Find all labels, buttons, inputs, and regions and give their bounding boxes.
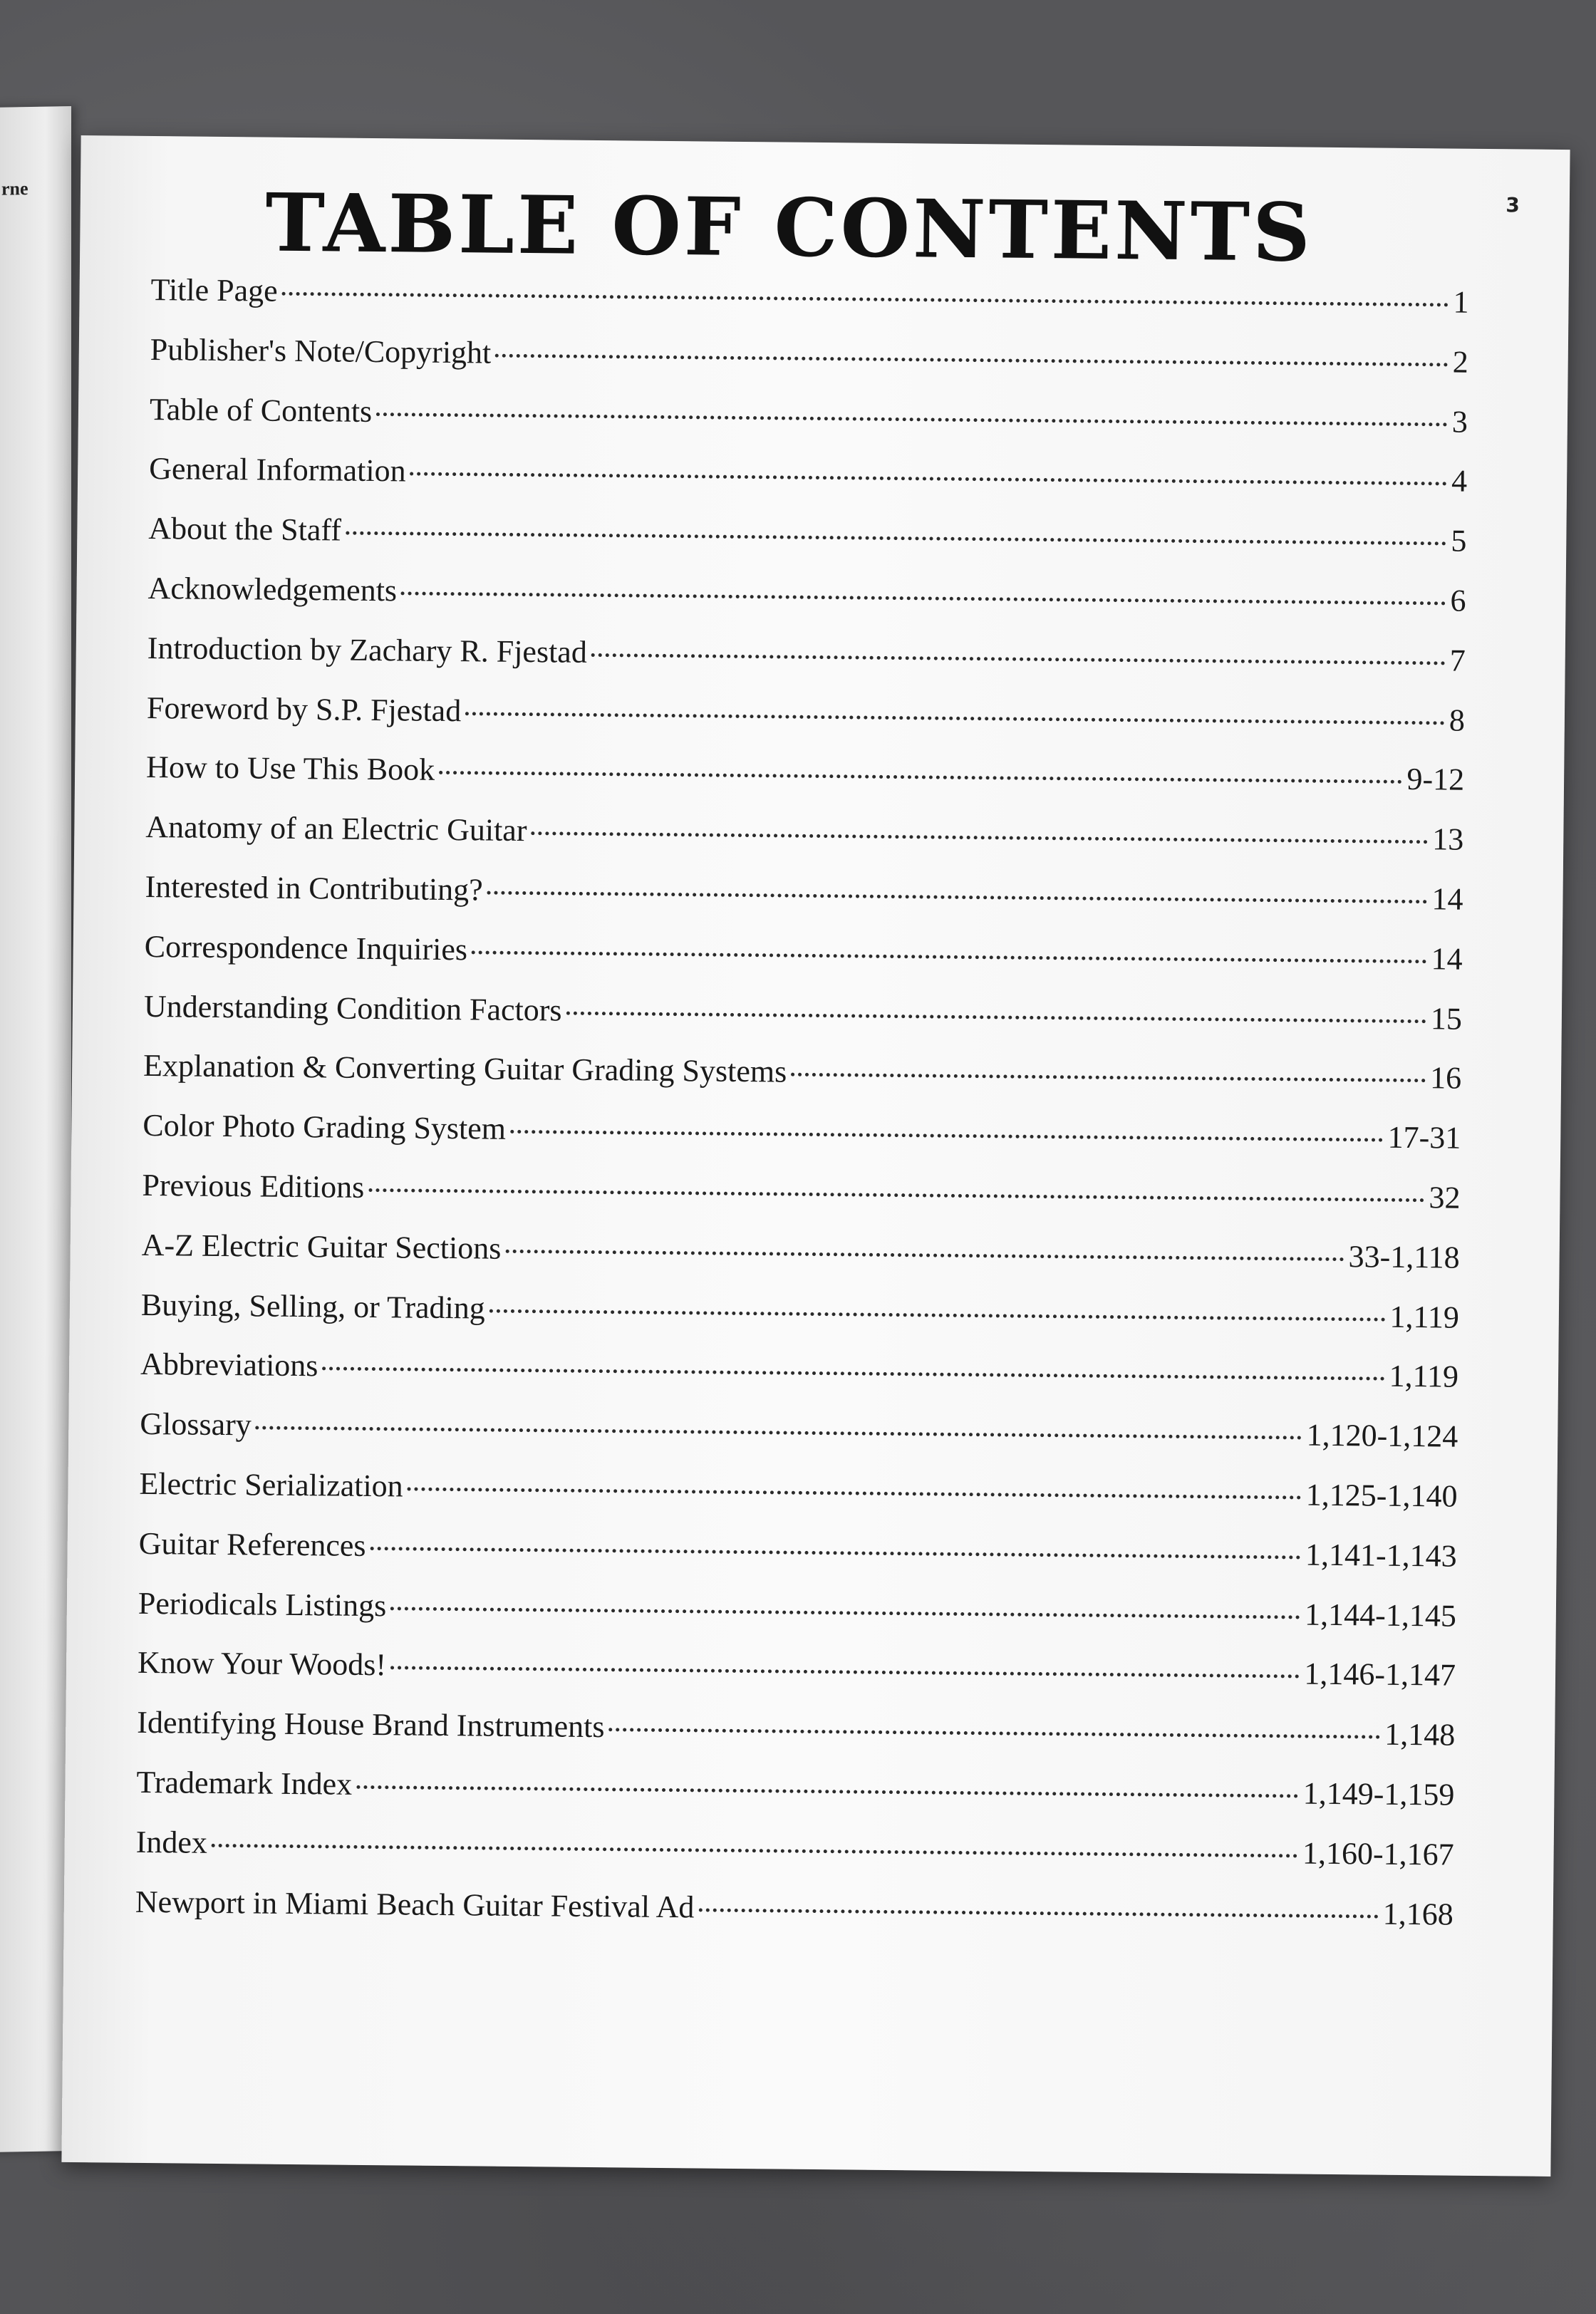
toc-entry-label: Periodicals Listings bbox=[138, 1585, 387, 1623]
toc-entry-label: Anatomy of an Electric Guitar bbox=[145, 809, 527, 849]
page-number: 3 bbox=[1506, 193, 1520, 217]
toc-entry-page-number: 1,146-1,147 bbox=[1304, 1656, 1456, 1693]
toc-entry-page-number: 33-1,118 bbox=[1348, 1238, 1460, 1275]
dot-leader bbox=[505, 1250, 1344, 1261]
dot-leader bbox=[472, 950, 1427, 963]
dot-leader bbox=[408, 1487, 1302, 1499]
dot-leader bbox=[376, 413, 1448, 426]
toc-entry-page-number: 1,168 bbox=[1382, 1896, 1454, 1932]
dot-leader bbox=[390, 1607, 1300, 1619]
toc-entry-page-number: 5 bbox=[1451, 523, 1467, 559]
dot-leader bbox=[510, 1130, 1384, 1142]
toc-entry-label: Understanding Condition Factors bbox=[143, 988, 562, 1028]
toc-entry-label: About the Staff bbox=[148, 511, 342, 548]
toc-entry-label: Previous Editions bbox=[142, 1167, 365, 1205]
toc-entry-label: Color Photo Grading System bbox=[142, 1108, 507, 1146]
toc-entry-label: A-Z Electric Guitar Sections bbox=[141, 1227, 502, 1266]
toc-entry-label: Glossary bbox=[140, 1406, 252, 1443]
toc-entry-page-number: 4 bbox=[1451, 463, 1468, 499]
toc-entry-label: General Information bbox=[148, 451, 406, 489]
book-page bbox=[61, 135, 1570, 2176]
toc-entry-label: Electric Serialization bbox=[139, 1465, 403, 1504]
dot-leader bbox=[282, 292, 1449, 307]
dot-leader bbox=[487, 891, 1428, 904]
toc-entry-page-number: 1,144-1,145 bbox=[1304, 1597, 1457, 1634]
dot-leader bbox=[370, 1547, 1301, 1560]
toc-entry-label: Interested in Contributing? bbox=[145, 868, 483, 908]
toc-entry-page-number: 1 bbox=[1453, 284, 1469, 320]
dot-leader bbox=[791, 1073, 1426, 1083]
toc-entry-page-number: 17-31 bbox=[1387, 1119, 1461, 1156]
toc-entry-label: Title Page bbox=[150, 271, 278, 308]
dot-leader bbox=[591, 653, 1446, 665]
toc-entry-page-number: 3 bbox=[1451, 404, 1468, 440]
dot-leader bbox=[322, 1367, 1384, 1381]
dot-leader bbox=[410, 472, 1448, 486]
dot-leader bbox=[608, 1728, 1380, 1738]
toc-entry-page-number: 32 bbox=[1429, 1180, 1461, 1215]
dot-leader bbox=[401, 591, 1446, 605]
toc-entry-page-number: 1,119 bbox=[1389, 1299, 1460, 1335]
toc-entry-label: Trademark Index bbox=[136, 1764, 353, 1802]
toc-entry-page-number: 16 bbox=[1429, 1060, 1462, 1096]
toc-entry-page-number: 2 bbox=[1452, 344, 1468, 380]
toc-entry-label: Buying, Selling, or Trading bbox=[140, 1287, 486, 1326]
toc-entry-page-number: 1,160-1,167 bbox=[1302, 1835, 1454, 1872]
dot-leader bbox=[465, 712, 1445, 725]
dot-leader bbox=[531, 831, 1428, 844]
dot-leader bbox=[495, 353, 1449, 366]
toc-entry-page-number: 1,120-1,124 bbox=[1306, 1417, 1458, 1454]
dot-leader bbox=[212, 1844, 1298, 1858]
toc-entry-page-number: 1,148 bbox=[1384, 1716, 1456, 1753]
toc-entry-page-number: 1,149-1,159 bbox=[1302, 1775, 1455, 1812]
dot-leader bbox=[356, 1785, 1299, 1798]
toc-entry-page-number: 8 bbox=[1449, 702, 1466, 738]
toc-entry-label: Foreword by S.P. Fjestad bbox=[146, 690, 462, 728]
toc-entry-label: Guitar References bbox=[138, 1525, 366, 1563]
dot-leader bbox=[256, 1426, 1302, 1440]
toc-entry-label: Correspondence Inquiries bbox=[144, 928, 468, 967]
dot-leader bbox=[439, 771, 1402, 784]
toc-entry-page-number: 7 bbox=[1449, 643, 1466, 678]
toc-entry-page-number: 1,125-1,140 bbox=[1305, 1477, 1458, 1514]
toc-entry-label: How to Use This Book bbox=[145, 749, 435, 788]
toc-entry-page-number: 9-12 bbox=[1406, 762, 1465, 798]
page-title: TABLE OF CONTENTS bbox=[264, 176, 1314, 280]
previous-page-text-fragment: rne bbox=[1, 178, 28, 199]
dot-leader bbox=[368, 1188, 1424, 1202]
table-of-contents-list bbox=[135, 271, 1468, 1956]
toc-entry-label: Newport in Miami Beach Guitar Festival Ad bbox=[135, 1884, 695, 1924]
toc-entry-label: Introduction by Zachary R. Fjestad bbox=[147, 630, 588, 670]
toc-entry-page-number: 1,141-1,143 bbox=[1305, 1537, 1457, 1574]
toc-entry-label: Table of Contents bbox=[149, 391, 373, 429]
toc-entry-label: Know Your Woods! bbox=[137, 1645, 387, 1683]
toc-entry-label: Identifying House Brand Instruments bbox=[137, 1705, 605, 1745]
dot-leader bbox=[489, 1309, 1386, 1321]
toc-entry-page-number: 6 bbox=[1450, 583, 1466, 618]
toc-entry-label: Acknowledgements bbox=[147, 570, 398, 608]
dot-leader bbox=[698, 1908, 1378, 1918]
toc-entry-page-number: 1,119 bbox=[1389, 1359, 1459, 1395]
previous-page-edge bbox=[0, 106, 71, 2152]
toc-entry-page-number: 14 bbox=[1431, 881, 1463, 917]
toc-entry-label: Explanation & Converting Guitar Grading Systems bbox=[142, 1048, 787, 1089]
toc-entry-label: Abbreviations bbox=[140, 1347, 318, 1384]
dot-leader bbox=[390, 1666, 1300, 1679]
dot-leader bbox=[346, 531, 1446, 546]
toc-entry bbox=[135, 1883, 1454, 1956]
toc-entry-page-number: 13 bbox=[1432, 821, 1464, 857]
toc-entry-label: Publisher's Note/Copyright bbox=[150, 331, 492, 370]
dot-leader bbox=[566, 1011, 1426, 1023]
toc-entry-label: Index bbox=[135, 1824, 208, 1860]
toc-entry-page-number: 15 bbox=[1430, 1000, 1463, 1037]
toc-entry-page-number: 14 bbox=[1431, 941, 1463, 977]
